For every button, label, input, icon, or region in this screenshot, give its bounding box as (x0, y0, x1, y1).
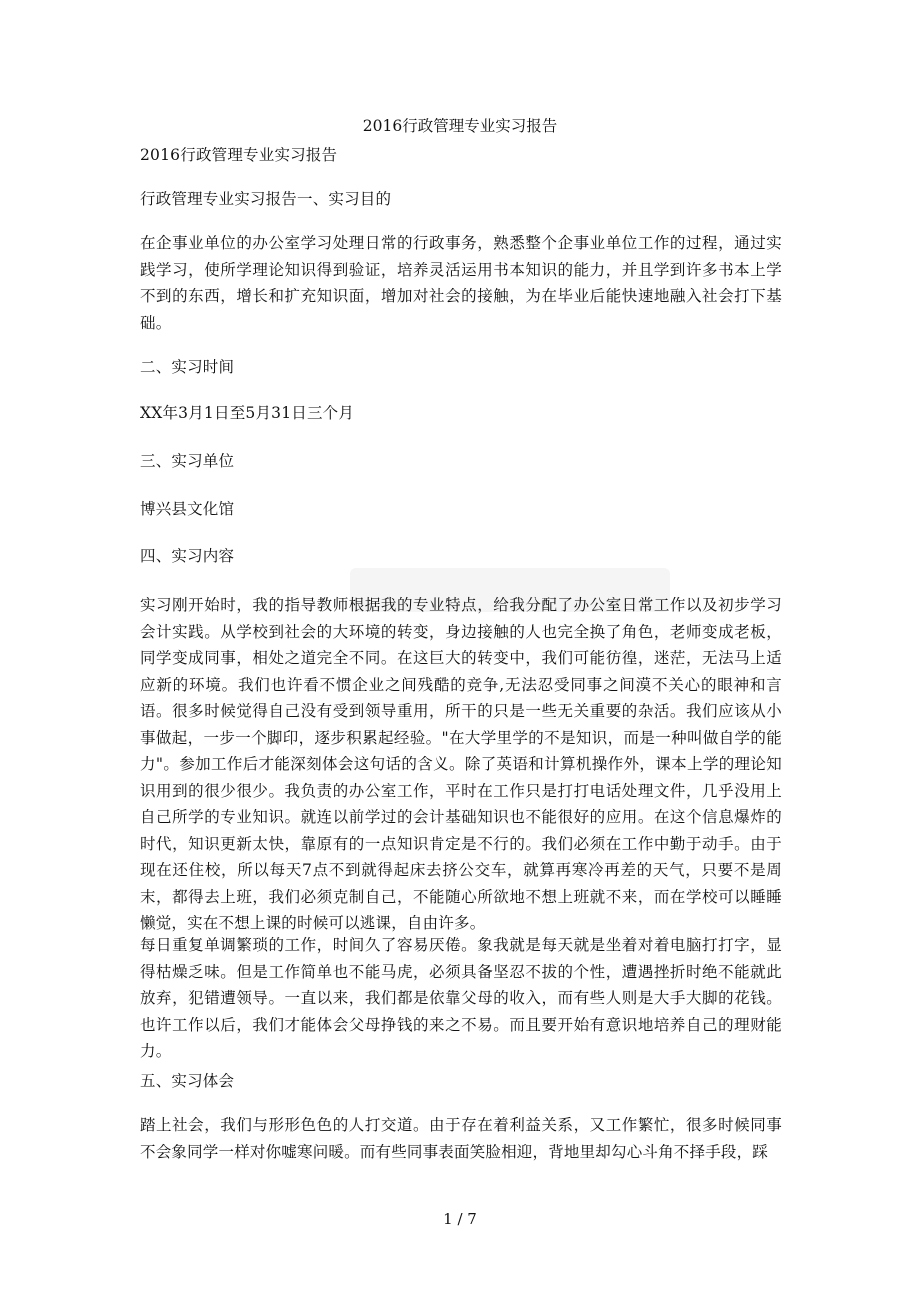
section-heading-experience: 五、实习体会 (140, 1072, 235, 1090)
subtitle-paragraph: 2016行政管理专业实习报告 (140, 146, 338, 164)
page-number: 1 / 7 (443, 1210, 477, 1228)
section-heading-unit: 三、实习单位 (140, 452, 235, 470)
paragraph-content-2: 每日重复单调繁琐的工作，时间久了容易厌倦。象我就是每天就是坐着对着电脑打打字，显得枯燥乏味。但是工作简单也不能马虎，必须具备坚忍不拔的个性，遭遇挫折时绝不能就此放弃，犯错遭领导。一直以来，我们都是依靠父母的收入，而有些人则是大手大脚的花钱。也许工作以后，我们才能体会父母挣钱的来之不易。而且要开始有意识地培养自己的理财能力。 (140, 936, 782, 1060)
section-heading-time: 二、实习时间 (140, 358, 235, 376)
section-heading-content: 四、实习内容 (140, 547, 235, 565)
paragraph-purpose: 在企事业单位的办公室学习处理日常的行政事务，熟悉整个企事业单位工作的过程，通过实践学习，使所学理论知识得到验证，培养灵活运用书本知识的能力，并且学到许多书本上学不到的东西，增长和扩充知识面，增加对社会的接触，为在毕业后能快速地融入社会打下基础。 (140, 234, 782, 332)
paragraph-time: XX年3月1日至5月31日三个月 (140, 404, 355, 422)
paragraph-experience: 踏上社会，我们与形形色色的人打交道。由于存在着利益关系，又工作繁忙，很多时候同事不会象同学一样对你嘘寒问暖。而有些同事表面笑脸相迎，背地里却勾心斗角不择手段，踩 (140, 1116, 782, 1161)
paragraph-content-1: 实习刚开始时，我的指导教师根据我的专业特点，给我分配了办公室日常工作以及初步学习会计实践。从学校到社会的大环境的转变，身边接触的人也完全换了角色，老师变成老板，同学变成同事，相处之道完全不同。在这巨大的转变中，我们可能彷徨，迷茫，无法马上适应新的环境。我们也许看不惯企业之间残酷的竞争,无法忍受同事之间漠不关心的眼神和言语。很多时候觉得自己没有受到领导重用，所干的只是一些无关重要的杂活。我们应该从小事做起，一步一个脚印，逐步积累起经验。"在大学里学的不是知识，而是一种叫做自学的能力"。参加工作后才能深刻体会这句话的含义。除了英语和计算机操作外，课本上学的理论知识用到的很少很少。我负责的办公室工作，平时在工作只是打打电话处理文件，几乎没用上自己所学的专业知识。就连以前学过的会计基础知识也不能很好的应用。在这个信息爆炸的时代，知识更新太快，靠原有的一点知识肯定是不行的。我们必须在工作中勤于动手。由于现在还住校，所以每天7点不到就得起床去挤公交车，就算再寒冷再差的天气，只要不是周末，都得去上班，我们必须克制自己，不能随心所欲地不想上班就不来，而在学校可以睡睡懒觉，实在不想上课的时候可以逃课，自由许多。 (140, 596, 782, 932)
section-heading-purpose: 行政管理专业实习报告一、实习目的 (140, 190, 392, 208)
document-title: 2016行政管理专业实习报告 (362, 117, 558, 135)
paragraph-unit: 博兴县文化馆 (140, 500, 235, 518)
